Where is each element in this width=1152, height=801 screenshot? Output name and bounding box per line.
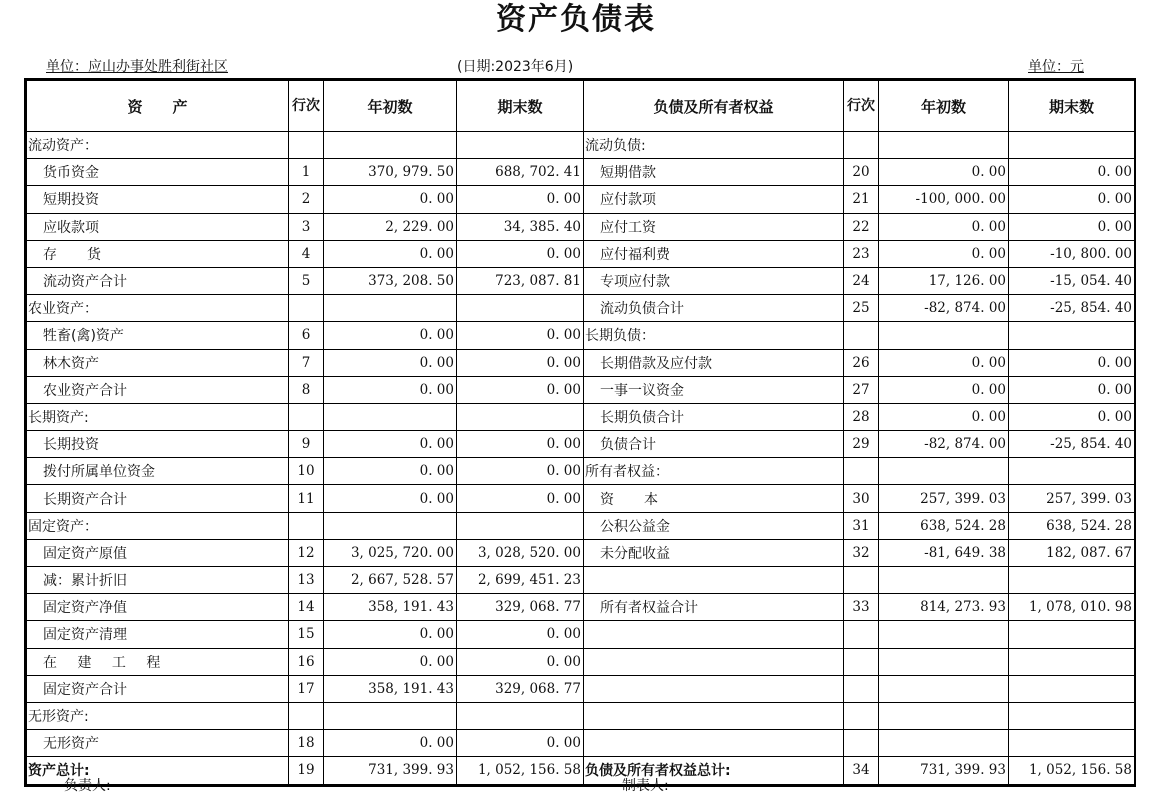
asset-begin-cell: 0. 00	[324, 730, 457, 757]
liability-end-cell: 0. 00	[1009, 213, 1135, 240]
liability-name-cell: 所有者权益合计	[584, 594, 844, 621]
liability-begin-cell	[879, 648, 1009, 675]
liability-line-cell: 21	[844, 186, 879, 213]
liability-name-cell: 公积公益金	[584, 512, 844, 539]
liability-begin-cell	[879, 458, 1009, 485]
liability-end-cell	[1009, 567, 1135, 594]
liability-name-cell	[584, 621, 844, 648]
liability-name-cell: 短期借款	[584, 159, 844, 186]
liability-line-cell: 20	[844, 159, 879, 186]
liability-line-cell: 24	[844, 267, 879, 294]
liability-name-cell: 负债合计	[584, 431, 844, 458]
asset-begin-cell	[324, 403, 457, 430]
asset-line-cell	[289, 702, 324, 729]
asset-name-cell: 资产总计:	[27, 757, 289, 784]
liability-name-cell: 负债及所有者权益总计:	[584, 757, 844, 784]
asset-end-cell	[457, 512, 584, 539]
asset-name-cell: 长期资产:	[27, 403, 289, 430]
liability-end-cell: 0. 00	[1009, 349, 1135, 376]
liability-begin-cell: 0. 00	[879, 159, 1009, 186]
asset-begin-cell: 731, 399. 93	[324, 757, 457, 784]
asset-begin-cell: 2, 229. 00	[324, 213, 457, 240]
asset-end-cell: 34, 385. 40	[457, 213, 584, 240]
liability-end-cell: 0. 00	[1009, 403, 1135, 430]
asset-line-cell: 7	[289, 349, 324, 376]
table-row	[27, 267, 1135, 294]
liability-name-cell: 资 本	[584, 485, 844, 512]
table-row	[27, 132, 1135, 159]
asset-end-cell	[457, 403, 584, 430]
asset-name-cell: 林木资产	[27, 349, 289, 376]
liability-end-cell: -15, 054. 40	[1009, 267, 1135, 294]
asset-begin-cell: 3, 025, 720. 00	[324, 539, 457, 566]
asset-end-cell: 0. 00	[457, 186, 584, 213]
asset-line-cell: 2	[289, 186, 324, 213]
asset-end-cell: 0. 00	[457, 458, 584, 485]
asset-begin-cell: 0. 00	[324, 431, 457, 458]
liability-name-cell	[584, 702, 844, 729]
liability-name-cell	[584, 730, 844, 757]
asset-end-cell: 3, 028, 520. 00	[457, 539, 584, 566]
liability-name-cell	[584, 675, 844, 702]
col-line-no: 行次	[289, 81, 324, 132]
liability-end-cell: 1, 078, 010. 98	[1009, 594, 1135, 621]
table-header-row	[27, 81, 1135, 132]
liability-begin-cell	[879, 567, 1009, 594]
table-row	[27, 621, 1135, 648]
liability-begin-cell	[879, 621, 1009, 648]
asset-line-cell	[289, 512, 324, 539]
liability-line-cell: 23	[844, 240, 879, 267]
preparer-label: 制表人:	[622, 778, 669, 794]
liability-line-cell	[844, 458, 879, 485]
asset-end-cell: 329, 068. 77	[457, 675, 584, 702]
asset-begin-cell: 2, 667, 528. 57	[324, 567, 457, 594]
liability-begin-cell: 814, 273. 93	[879, 594, 1009, 621]
table-row	[27, 648, 1135, 675]
asset-name-cell: 农业资产：	[27, 295, 289, 322]
liability-line-cell	[844, 730, 879, 757]
col-begin-2: 年初数	[879, 81, 1009, 132]
asset-name-cell: 长期投资	[27, 431, 289, 458]
asset-line-cell: 19	[289, 757, 324, 784]
table-row	[27, 512, 1135, 539]
asset-line-cell	[289, 132, 324, 159]
table-row	[27, 349, 1135, 376]
table-row	[27, 539, 1135, 566]
asset-name-cell: 存 货	[27, 240, 289, 267]
liability-begin-cell: -81, 649. 38	[879, 539, 1009, 566]
liability-begin-cell: 0. 00	[879, 240, 1009, 267]
table-row	[27, 594, 1135, 621]
liability-name-cell: 流动负债:	[584, 132, 844, 159]
liability-begin-cell: 257, 399. 03	[879, 485, 1009, 512]
liability-end-cell: -25, 854. 40	[1009, 295, 1135, 322]
liability-name-cell: 应付工资	[584, 213, 844, 240]
asset-line-cell: 8	[289, 376, 324, 403]
asset-name-cell: 无形资产:	[27, 702, 289, 729]
currency-unit: 单位：元	[1028, 59, 1084, 75]
asset-end-cell: 0. 00	[457, 621, 584, 648]
asset-line-cell: 6	[289, 322, 324, 349]
liability-begin-cell	[879, 322, 1009, 349]
table-row	[27, 702, 1135, 729]
liability-line-cell: 31	[844, 512, 879, 539]
asset-line-cell: 1	[289, 159, 324, 186]
asset-name-cell: 流动资产合计	[27, 267, 289, 294]
liability-line-cell: 28	[844, 403, 879, 430]
asset-end-cell: 0. 00	[457, 730, 584, 757]
asset-line-cell: 18	[289, 730, 324, 757]
liability-name-cell: 未分配收益	[584, 539, 844, 566]
liability-begin-cell	[879, 132, 1009, 159]
liability-line-cell	[844, 702, 879, 729]
table-row	[27, 322, 1135, 349]
asset-name-cell: 拨付所属单位资金	[27, 458, 289, 485]
col-liabilities: 负债及所有者权益	[584, 81, 844, 132]
col-end: 期末数	[457, 81, 584, 132]
table-row	[27, 159, 1135, 186]
col-end-2: 期末数	[1009, 81, 1135, 132]
liability-begin-cell: 17, 126. 00	[879, 267, 1009, 294]
liability-name-cell: 长期负债合计	[584, 403, 844, 430]
asset-line-cell	[289, 403, 324, 430]
asset-begin-cell	[324, 702, 457, 729]
asset-begin-cell: 0. 00	[324, 322, 457, 349]
table-row	[27, 213, 1135, 240]
asset-line-cell: 15	[289, 621, 324, 648]
liability-end-cell: 1, 052, 156. 58	[1009, 757, 1135, 784]
table-row	[27, 730, 1135, 757]
asset-end-cell: 0. 00	[457, 431, 584, 458]
table-row	[27, 458, 1135, 485]
liability-name-cell: 应付款项	[584, 186, 844, 213]
liability-end-cell	[1009, 621, 1135, 648]
asset-begin-cell: 0. 00	[324, 458, 457, 485]
liability-begin-cell	[879, 730, 1009, 757]
asset-begin-cell: 370, 979. 50	[324, 159, 457, 186]
liability-end-cell: 257, 399. 03	[1009, 485, 1135, 512]
liability-line-cell: 30	[844, 485, 879, 512]
asset-line-cell: 10	[289, 458, 324, 485]
asset-line-cell: 16	[289, 648, 324, 675]
asset-name-cell: 牲畜(禽)资产	[27, 322, 289, 349]
asset-name-cell: 固定资产：	[27, 512, 289, 539]
table-row	[27, 403, 1135, 430]
asset-end-cell: 0. 00	[457, 240, 584, 267]
table-row	[27, 295, 1135, 322]
col-assets: 资 产	[27, 81, 289, 132]
asset-line-cell: 9	[289, 431, 324, 458]
asset-begin-cell: 373, 208. 50	[324, 267, 457, 294]
liability-line-cell	[844, 322, 879, 349]
liability-name-cell: 流动负债合计	[584, 295, 844, 322]
liability-begin-cell: -100, 000. 00	[879, 186, 1009, 213]
liability-name-cell: 长期负债：	[584, 322, 844, 349]
asset-end-cell	[457, 132, 584, 159]
asset-begin-cell: 0. 00	[324, 186, 457, 213]
liability-line-cell	[844, 567, 879, 594]
asset-end-cell: 723, 087. 81	[457, 267, 584, 294]
asset-name-cell: 减：累计折旧	[27, 567, 289, 594]
liability-end-cell: -10, 800. 00	[1009, 240, 1135, 267]
liability-end-cell: 0. 00	[1009, 186, 1135, 213]
liability-begin-cell: -82, 874. 00	[879, 431, 1009, 458]
asset-end-cell: 0. 00	[457, 485, 584, 512]
liability-line-cell: 26	[844, 349, 879, 376]
asset-line-cell: 17	[289, 675, 324, 702]
asset-end-cell: 688, 702. 41	[457, 159, 584, 186]
asset-line-cell: 13	[289, 567, 324, 594]
liability-begin-cell: 638, 524. 28	[879, 512, 1009, 539]
liability-name-cell: 长期借款及应付款	[584, 349, 844, 376]
balance-sheet-table	[24, 78, 1136, 787]
table-row	[27, 431, 1135, 458]
asset-line-cell: 4	[289, 240, 324, 267]
liability-line-cell	[844, 621, 879, 648]
unit-name: 单位：应山办事处胜利街社区	[46, 59, 228, 75]
liability-end-cell: 0. 00	[1009, 376, 1135, 403]
liability-end-cell: -25, 854. 40	[1009, 431, 1135, 458]
table-row	[27, 757, 1135, 784]
asset-line-cell: 3	[289, 213, 324, 240]
liability-name-cell	[584, 567, 844, 594]
liability-begin-cell: 0. 00	[879, 213, 1009, 240]
liability-end-cell: 0. 00	[1009, 159, 1135, 186]
asset-name-cell: 流动资产：	[27, 132, 289, 159]
asset-begin-cell	[324, 295, 457, 322]
asset-end-cell: 329, 068. 77	[457, 594, 584, 621]
asset-end-cell: 0. 00	[457, 376, 584, 403]
table-row	[27, 567, 1135, 594]
asset-name-cell: 长期资产合计	[27, 485, 289, 512]
liability-begin-cell: 0. 00	[879, 376, 1009, 403]
asset-end-cell: 1, 052, 156. 58	[457, 757, 584, 784]
asset-name-cell: 固定资产合计	[27, 675, 289, 702]
liability-end-cell	[1009, 702, 1135, 729]
asset-end-cell: 0. 00	[457, 648, 584, 675]
asset-line-cell: 5	[289, 267, 324, 294]
col-line-no-2: 行次	[844, 81, 879, 132]
asset-begin-cell: 358, 191. 43	[324, 594, 457, 621]
report-date: (日期:2023年6月)	[457, 59, 574, 75]
asset-end-cell	[457, 295, 584, 322]
liability-line-cell: 22	[844, 213, 879, 240]
liability-end-cell	[1009, 458, 1135, 485]
liability-end-cell: 182, 087. 67	[1009, 539, 1135, 566]
liability-name-cell: 专项应付款	[584, 267, 844, 294]
asset-begin-cell: 0. 00	[324, 240, 457, 267]
asset-begin-cell	[324, 512, 457, 539]
liability-end-cell	[1009, 675, 1135, 702]
liability-begin-cell: 0. 00	[879, 403, 1009, 430]
liability-name-cell	[584, 648, 844, 675]
asset-name-cell: 短期投资	[27, 186, 289, 213]
asset-name-cell: 固定资产清理	[27, 621, 289, 648]
liability-end-cell	[1009, 322, 1135, 349]
responsible-person-label: 负责人:	[64, 778, 111, 794]
asset-begin-cell: 358, 191. 43	[324, 675, 457, 702]
liability-line-cell: 27	[844, 376, 879, 403]
asset-begin-cell: 0. 00	[324, 349, 457, 376]
report-title: 资产负债表	[496, 2, 656, 37]
liability-end-cell	[1009, 132, 1135, 159]
asset-name-cell: 固定资产净值	[27, 594, 289, 621]
liability-begin-cell	[879, 702, 1009, 729]
liability-line-cell: 29	[844, 431, 879, 458]
liability-line-cell	[844, 132, 879, 159]
asset-end-cell: 0. 00	[457, 349, 584, 376]
liability-begin-cell: -82, 874. 00	[879, 295, 1009, 322]
liability-name-cell: 一事一议资金	[584, 376, 844, 403]
liability-begin-cell: 0. 00	[879, 349, 1009, 376]
table-row	[27, 186, 1135, 213]
liability-end-cell	[1009, 730, 1135, 757]
asset-begin-cell: 0. 00	[324, 648, 457, 675]
liability-name-cell: 应付福利费	[584, 240, 844, 267]
asset-name-cell: 货币资金	[27, 159, 289, 186]
asset-name-cell: 在 建 工 程	[27, 648, 289, 675]
liability-line-cell: 33	[844, 594, 879, 621]
asset-line-cell: 11	[289, 485, 324, 512]
liability-begin-cell	[879, 675, 1009, 702]
asset-name-cell: 无形资产	[27, 730, 289, 757]
liability-line-cell: 25	[844, 295, 879, 322]
liability-begin-cell: 731, 399. 93	[879, 757, 1009, 784]
table-row	[27, 485, 1135, 512]
liability-line-cell	[844, 675, 879, 702]
asset-line-cell	[289, 295, 324, 322]
asset-begin-cell: 0. 00	[324, 485, 457, 512]
asset-name-cell: 农业资产合计	[27, 376, 289, 403]
liability-line-cell	[844, 648, 879, 675]
liability-line-cell: 34	[844, 757, 879, 784]
liability-end-cell	[1009, 648, 1135, 675]
liability-end-cell: 638, 524. 28	[1009, 512, 1135, 539]
asset-end-cell	[457, 702, 584, 729]
liability-name-cell: 所有者权益：	[584, 458, 844, 485]
asset-name-cell: 固定资产原值	[27, 539, 289, 566]
asset-begin-cell: 0. 00	[324, 621, 457, 648]
asset-name-cell: 应收款项	[27, 213, 289, 240]
col-begin: 年初数	[324, 81, 457, 132]
asset-line-cell: 12	[289, 539, 324, 566]
asset-end-cell: 0. 00	[457, 322, 584, 349]
table-row	[27, 675, 1135, 702]
table-row	[27, 376, 1135, 403]
table-row	[27, 240, 1135, 267]
asset-line-cell: 14	[289, 594, 324, 621]
liability-line-cell: 32	[844, 539, 879, 566]
asset-end-cell: 2, 699, 451. 23	[457, 567, 584, 594]
asset-begin-cell	[324, 132, 457, 159]
asset-begin-cell: 0. 00	[324, 376, 457, 403]
